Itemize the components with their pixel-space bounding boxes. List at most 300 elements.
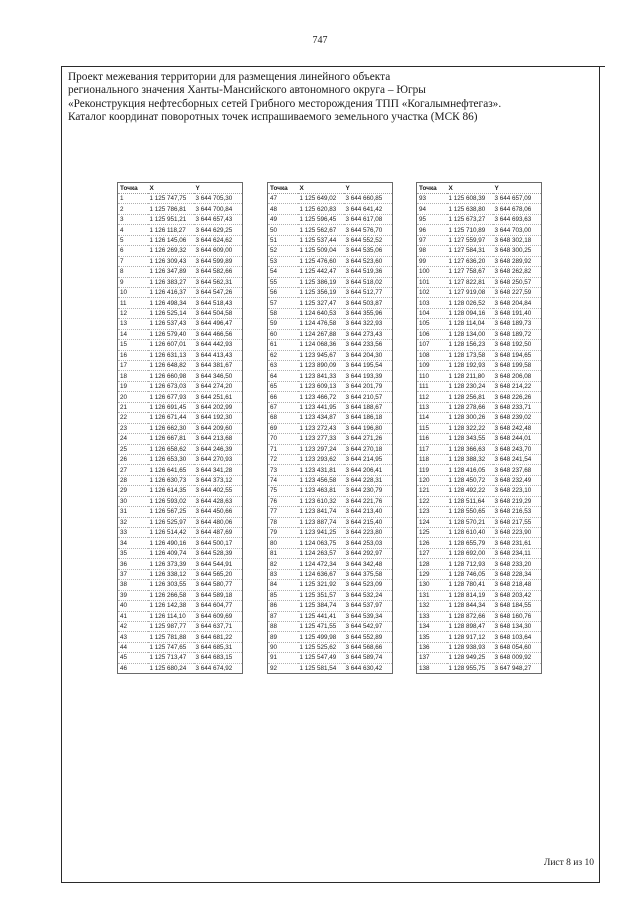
y-cell: 3 648 103,64 xyxy=(493,632,542,642)
x-cell: 1 128 610,40 xyxy=(447,528,493,538)
table-row xyxy=(417,371,542,381)
point-cell: 60 xyxy=(268,329,298,339)
table-row xyxy=(118,329,243,339)
y-cell: 3 644 442,93 xyxy=(194,340,243,350)
point-cell: 136 xyxy=(417,642,447,652)
y-cell: 3 644 617,08 xyxy=(344,214,393,224)
y-cell: 3 648 262,82 xyxy=(493,267,542,277)
table-row xyxy=(417,298,542,308)
x-cell: 1 128 173,58 xyxy=(447,350,493,360)
x-cell: 1 125 351,57 xyxy=(298,590,344,600)
table-row xyxy=(417,267,542,277)
y-cell: 3 644 270,93 xyxy=(194,454,243,464)
table-row xyxy=(118,277,243,287)
x-cell: 1 125 680,24 xyxy=(148,663,194,673)
x-cell: 1 126 383,27 xyxy=(148,277,194,287)
table-row xyxy=(268,235,393,245)
y-cell: 3 644 273,43 xyxy=(344,329,393,339)
table-row xyxy=(417,287,542,297)
table-row xyxy=(268,528,393,538)
y-cell: 3 644 428,63 xyxy=(194,496,243,506)
y-cell: 3 644 576,70 xyxy=(344,225,393,235)
table-row xyxy=(118,340,243,350)
y-cell: 3 648 009,92 xyxy=(493,653,542,663)
point-cell: 126 xyxy=(417,538,447,548)
point-cell: 92 xyxy=(268,663,298,673)
x-cell: 1 128 322,22 xyxy=(447,423,493,433)
x-cell: 1 126 269,32 xyxy=(148,246,194,256)
table-row xyxy=(118,287,243,297)
y-cell: 3 644 609,69 xyxy=(194,611,243,621)
table-row xyxy=(118,486,243,496)
table-row xyxy=(268,381,393,391)
table-row xyxy=(118,434,243,444)
x-cell: 1 123 277,33 xyxy=(298,434,344,444)
point-cell: 107 xyxy=(417,340,447,350)
title-line: Каталог координат поворотных точек испрашиваемого земельного участка (МСК 86) xyxy=(68,111,478,124)
point-cell: 40 xyxy=(118,601,148,611)
table-row xyxy=(268,298,393,308)
x-cell: 1 128 026,52 xyxy=(447,298,493,308)
point-cell: 44 xyxy=(118,642,148,652)
x-cell: 1 128 917,12 xyxy=(447,632,493,642)
point-cell: 32 xyxy=(118,517,148,527)
table-row xyxy=(118,235,243,245)
header-point: Точка xyxy=(417,183,447,194)
x-cell: 1 126 673,03 xyxy=(148,381,194,391)
table-row xyxy=(268,601,393,611)
table-row xyxy=(118,475,243,485)
sheet-label: Лист 8 из 10 xyxy=(543,858,594,868)
y-cell: 3 644 496,47 xyxy=(194,319,243,329)
x-cell: 1 123 890,09 xyxy=(298,361,344,371)
table-row xyxy=(118,496,243,506)
y-cell: 3 644 568,66 xyxy=(344,642,393,652)
y-cell: 3 648 204,84 xyxy=(493,298,542,308)
y-cell: 3 644 528,39 xyxy=(194,548,243,558)
point-cell: 104 xyxy=(417,308,447,318)
y-cell: 3 644 518,02 xyxy=(344,277,393,287)
x-cell: 1 123 441,95 xyxy=(298,402,344,412)
point-cell: 121 xyxy=(417,486,447,496)
x-cell: 1 126 614,35 xyxy=(148,486,194,496)
x-cell: 1 128 278,66 xyxy=(447,402,493,412)
y-cell: 3 644 223,80 xyxy=(344,528,393,538)
x-cell: 1 124 636,67 xyxy=(298,569,344,579)
point-cell: 41 xyxy=(118,611,148,621)
y-cell: 3 648 226,26 xyxy=(493,392,542,402)
point-cell: 26 xyxy=(118,454,148,464)
title-line: регионального значения Ханты-Мансийского автономного округа – Югры xyxy=(68,84,426,97)
point-cell: 65 xyxy=(268,381,298,391)
x-cell: 1 125 441,41 xyxy=(298,611,344,621)
point-cell: 76 xyxy=(268,496,298,506)
point-cell: 20 xyxy=(118,392,148,402)
table-row xyxy=(118,621,243,631)
point-cell: 12 xyxy=(118,308,148,318)
point-cell: 1 xyxy=(118,194,148,204)
y-cell: 3 648 134,30 xyxy=(493,621,542,631)
x-cell: 1 125 649,02 xyxy=(298,194,344,204)
x-cell: 1 128 256,81 xyxy=(447,392,493,402)
x-cell: 1 125 987,77 xyxy=(148,621,194,631)
table-row xyxy=(417,381,542,391)
table-row xyxy=(268,277,393,287)
table-row xyxy=(118,590,243,600)
table-row xyxy=(268,454,393,464)
point-cell: 88 xyxy=(268,621,298,631)
point-cell: 3 xyxy=(118,214,148,224)
point-cell: 35 xyxy=(118,548,148,558)
table-row xyxy=(417,559,542,569)
point-cell: 64 xyxy=(268,371,298,381)
point-cell: 22 xyxy=(118,413,148,423)
table-row xyxy=(268,413,393,423)
point-cell: 79 xyxy=(268,528,298,538)
point-cell: 124 xyxy=(417,517,447,527)
point-cell: 118 xyxy=(417,454,447,464)
point-cell: 10 xyxy=(118,287,148,297)
point-cell: 127 xyxy=(417,548,447,558)
y-cell: 3 644 246,39 xyxy=(194,444,243,454)
table-row xyxy=(118,569,243,579)
table-row xyxy=(268,653,393,663)
y-cell: 3 644 206,41 xyxy=(344,465,393,475)
point-cell: 72 xyxy=(268,454,298,464)
table-row xyxy=(417,496,542,506)
header-y: Y xyxy=(194,183,243,194)
y-cell: 3 644 192,30 xyxy=(194,413,243,423)
point-cell: 132 xyxy=(417,601,447,611)
y-cell: 3 644 641,42 xyxy=(344,204,393,214)
x-cell: 1 126 660,98 xyxy=(148,371,194,381)
y-cell: 3 644 213,40 xyxy=(344,507,393,517)
x-cell: 1 128 780,41 xyxy=(447,580,493,590)
table-row xyxy=(417,590,542,600)
y-cell: 3 648 302,18 xyxy=(493,235,542,245)
x-cell: 1 128 746,05 xyxy=(447,569,493,579)
header-x: X xyxy=(148,183,194,194)
table-row xyxy=(118,454,243,464)
y-cell: 3 644 552,89 xyxy=(344,632,393,642)
table-row xyxy=(268,350,393,360)
y-cell: 3 644 703,00 xyxy=(493,225,542,235)
x-cell: 1 125 321,92 xyxy=(298,580,344,590)
table-row xyxy=(417,256,542,266)
x-cell: 1 123 841,74 xyxy=(298,507,344,517)
x-cell: 1 125 384,74 xyxy=(298,601,344,611)
point-cell: 112 xyxy=(417,392,447,402)
x-cell: 1 126 303,55 xyxy=(148,580,194,590)
table-row xyxy=(417,413,542,423)
y-cell: 3 648 241,54 xyxy=(493,454,542,464)
y-cell: 3 648 219,29 xyxy=(493,496,542,506)
point-cell: 111 xyxy=(417,381,447,391)
coordinates-table-1 xyxy=(117,182,243,674)
x-cell: 1 128 550,65 xyxy=(447,507,493,517)
table-row xyxy=(268,569,393,579)
x-cell: 1 128 300,26 xyxy=(447,413,493,423)
x-cell: 1 128 898,47 xyxy=(447,621,493,631)
x-cell: 1 123 609,13 xyxy=(298,381,344,391)
y-cell: 3 644 322,93 xyxy=(344,319,393,329)
point-cell: 115 xyxy=(417,423,447,433)
point-cell: 128 xyxy=(417,559,447,569)
y-cell: 3 648 192,50 xyxy=(493,340,542,350)
x-cell: 1 123 945,67 xyxy=(298,350,344,360)
y-cell: 3 644 466,56 xyxy=(194,329,243,339)
y-cell: 3 644 678,06 xyxy=(493,204,542,214)
point-cell: 90 xyxy=(268,642,298,652)
point-cell: 96 xyxy=(417,225,447,235)
y-cell: 3 648 244,01 xyxy=(493,434,542,444)
table-row xyxy=(417,569,542,579)
point-cell: 4 xyxy=(118,225,148,235)
table-row xyxy=(417,653,542,663)
table-row xyxy=(118,298,243,308)
point-cell: 30 xyxy=(118,496,148,506)
point-cell: 9 xyxy=(118,277,148,287)
x-cell: 1 128 156,23 xyxy=(447,340,493,350)
x-cell: 1 125 386,19 xyxy=(298,277,344,287)
table-header-row xyxy=(118,183,243,194)
x-cell: 1 126 373,39 xyxy=(148,559,194,569)
y-cell: 3 644 341,28 xyxy=(194,465,243,475)
point-cell: 130 xyxy=(417,580,447,590)
table-row xyxy=(268,423,393,433)
x-cell: 1 128 949,25 xyxy=(447,653,493,663)
y-cell: 3 644 292,97 xyxy=(344,548,393,558)
table-row xyxy=(118,413,243,423)
header-point: Точка xyxy=(268,183,298,194)
point-cell: 36 xyxy=(118,559,148,569)
x-cell: 1 126 142,38 xyxy=(148,601,194,611)
x-cell: 1 126 667,81 xyxy=(148,434,194,444)
x-cell: 1 125 327,47 xyxy=(298,298,344,308)
table-row xyxy=(118,267,243,277)
table-row xyxy=(417,663,542,673)
y-cell: 3 644 580,77 xyxy=(194,580,243,590)
table-row xyxy=(118,225,243,235)
point-cell: 61 xyxy=(268,340,298,350)
point-cell: 91 xyxy=(268,653,298,663)
x-cell: 1 128 692,00 xyxy=(447,548,493,558)
table-row xyxy=(118,580,243,590)
point-cell: 137 xyxy=(417,653,447,663)
table-row xyxy=(268,194,393,204)
x-cell: 1 126 691,45 xyxy=(148,402,194,412)
y-cell: 3 644 660,85 xyxy=(344,194,393,204)
x-cell: 1 124 068,36 xyxy=(298,340,344,350)
y-cell: 3 648 227,59 xyxy=(493,287,542,297)
y-cell: 3 644 609,00 xyxy=(194,246,243,256)
x-cell: 1 126 641,65 xyxy=(148,465,194,475)
table-row xyxy=(118,632,243,642)
table-row xyxy=(268,486,393,496)
table-row xyxy=(268,611,393,621)
table-row xyxy=(118,465,243,475)
x-cell: 1 126 631,13 xyxy=(148,350,194,360)
y-cell: 3 648 228,34 xyxy=(493,569,542,579)
point-cell: 103 xyxy=(417,298,447,308)
point-cell: 17 xyxy=(118,361,148,371)
x-cell: 1 126 671,44 xyxy=(148,413,194,423)
x-cell: 1 125 620,83 xyxy=(298,204,344,214)
table-row xyxy=(118,308,243,318)
point-cell: 59 xyxy=(268,319,298,329)
coordinates-table-3 xyxy=(416,182,542,674)
table-row xyxy=(417,308,542,318)
x-cell: 1 126 309,43 xyxy=(148,256,194,266)
point-cell: 108 xyxy=(417,350,447,360)
x-cell: 1 127 822,81 xyxy=(447,277,493,287)
table-row xyxy=(118,194,243,204)
point-cell: 75 xyxy=(268,486,298,496)
y-cell: 3 644 186,18 xyxy=(344,413,393,423)
point-cell: 81 xyxy=(268,548,298,558)
point-cell: 134 xyxy=(417,621,447,631)
y-cell: 3 648 216,53 xyxy=(493,507,542,517)
table-row xyxy=(268,548,393,558)
table-row xyxy=(118,402,243,412)
table-row xyxy=(118,538,243,548)
table-row xyxy=(417,548,542,558)
x-cell: 1 125 525,62 xyxy=(298,642,344,652)
table-row xyxy=(417,350,542,360)
table-row xyxy=(268,256,393,266)
y-cell: 3 644 705,30 xyxy=(194,194,243,204)
table-row xyxy=(417,277,542,287)
y-cell: 3 644 552,52 xyxy=(344,235,393,245)
table-row xyxy=(417,475,542,485)
point-cell: 43 xyxy=(118,632,148,642)
y-cell: 3 644 582,66 xyxy=(194,267,243,277)
table-row xyxy=(417,517,542,527)
title-line: «Реконструкция нефтесборных сетей Грибного месторождения ТПП «Когалымнефтегаз». xyxy=(68,97,502,110)
x-cell: 1 123 434,87 xyxy=(298,413,344,423)
point-cell: 57 xyxy=(268,298,298,308)
point-cell: 84 xyxy=(268,580,298,590)
point-cell: 27 xyxy=(118,465,148,475)
header-y: Y xyxy=(493,183,542,194)
y-cell: 3 648 203,42 xyxy=(493,590,542,600)
x-cell: 1 127 584,31 xyxy=(447,246,493,256)
x-cell: 1 125 786,81 xyxy=(148,204,194,214)
x-cell: 1 128 955,75 xyxy=(447,663,493,673)
x-cell: 1 127 758,67 xyxy=(447,267,493,277)
y-cell: 3 644 674,92 xyxy=(194,663,243,673)
y-cell: 3 644 196,80 xyxy=(344,423,393,433)
x-cell: 1 123 466,72 xyxy=(298,392,344,402)
point-cell: 18 xyxy=(118,371,148,381)
x-cell: 1 127 636,20 xyxy=(447,256,493,266)
x-cell: 1 128 872,66 xyxy=(447,611,493,621)
point-cell: 101 xyxy=(417,277,447,287)
x-cell: 1 128 388,32 xyxy=(447,454,493,464)
x-cell: 1 126 498,34 xyxy=(148,298,194,308)
x-cell: 1 126 416,37 xyxy=(148,287,194,297)
point-cell: 55 xyxy=(268,277,298,287)
point-cell: 78 xyxy=(268,517,298,527)
x-cell: 1 126 114,10 xyxy=(148,611,194,621)
table-row xyxy=(417,642,542,652)
point-cell: 66 xyxy=(268,392,298,402)
y-cell: 3 644 523,60 xyxy=(344,256,393,266)
table-row xyxy=(268,319,393,329)
y-cell: 3 644 221,76 xyxy=(344,496,393,506)
point-cell: 14 xyxy=(118,329,148,339)
y-cell: 3 644 274,20 xyxy=(194,381,243,391)
point-cell: 86 xyxy=(268,601,298,611)
y-cell: 3 648 160,76 xyxy=(493,611,542,621)
table-row xyxy=(118,423,243,433)
y-cell: 3 648 189,72 xyxy=(493,329,542,339)
table-row xyxy=(118,507,243,517)
table-row xyxy=(268,371,393,381)
y-cell: 3 648 194,65 xyxy=(493,350,542,360)
table-row xyxy=(417,246,542,256)
x-cell: 1 125 499,98 xyxy=(298,632,344,642)
y-cell: 3 648 054,60 xyxy=(493,642,542,652)
point-cell: 16 xyxy=(118,350,148,360)
y-cell: 3 644 201,79 xyxy=(344,381,393,391)
x-cell: 1 123 887,74 xyxy=(298,517,344,527)
point-cell: 13 xyxy=(118,319,148,329)
table-row xyxy=(268,621,393,631)
x-cell: 1 123 431,81 xyxy=(298,465,344,475)
x-cell: 1 126 648,82 xyxy=(148,361,194,371)
y-cell: 3 648 223,90 xyxy=(493,528,542,538)
x-cell: 1 125 747,65 xyxy=(148,642,194,652)
x-cell: 1 123 463,81 xyxy=(298,486,344,496)
point-cell: 23 xyxy=(118,423,148,433)
x-cell: 1 126 514,42 xyxy=(148,528,194,538)
point-cell: 54 xyxy=(268,267,298,277)
y-cell: 3 644 381,67 xyxy=(194,361,243,371)
x-cell: 1 125 713,47 xyxy=(148,653,194,663)
point-cell: 7 xyxy=(118,256,148,266)
y-cell: 3 644 270,18 xyxy=(344,444,393,454)
table-row xyxy=(417,423,542,433)
y-cell: 3 648 250,57 xyxy=(493,277,542,287)
table-row xyxy=(417,434,542,444)
point-cell: 58 xyxy=(268,308,298,318)
table-row xyxy=(417,329,542,339)
x-cell: 1 125 781,88 xyxy=(148,632,194,642)
table-row xyxy=(268,507,393,517)
table-row xyxy=(118,204,243,214)
x-cell: 1 123 841,33 xyxy=(298,371,344,381)
x-cell: 1 125 581,54 xyxy=(298,663,344,673)
table-row xyxy=(118,371,243,381)
y-cell: 3 644 195,54 xyxy=(344,361,393,371)
x-cell: 1 126 653,30 xyxy=(148,454,194,464)
y-cell: 3 644 375,58 xyxy=(344,569,393,579)
table-row xyxy=(268,392,393,402)
title-line: Проект межевания территории для размещения линейного объекта xyxy=(68,71,391,83)
point-cell: 133 xyxy=(417,611,447,621)
table-row xyxy=(268,465,393,475)
point-cell: 85 xyxy=(268,590,298,600)
x-cell: 1 126 145,06 xyxy=(148,235,194,245)
x-cell: 1 123 941,25 xyxy=(298,528,344,538)
table-header-row xyxy=(417,183,542,194)
y-cell: 3 644 214,95 xyxy=(344,454,393,464)
point-cell: 49 xyxy=(268,214,298,224)
x-cell: 1 126 607,01 xyxy=(148,340,194,350)
table-row xyxy=(268,444,393,454)
y-cell: 3 644 251,61 xyxy=(194,392,243,402)
